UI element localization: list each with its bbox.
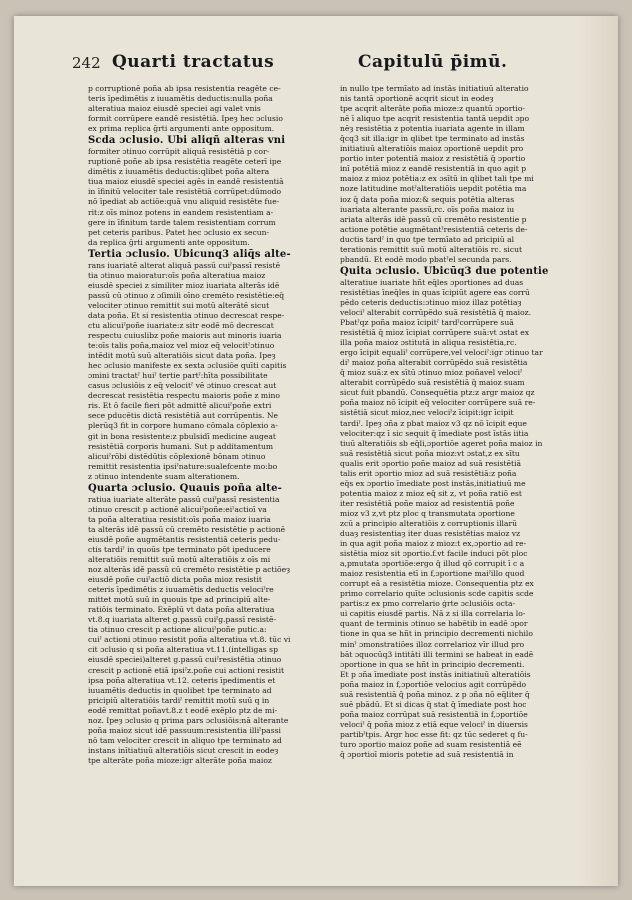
- text-line: noze latitudine motˀalteratiōis uepdit potētia ma: [340, 184, 527, 194]
- text-line: instans inītiatiuū alteratiōis sicut crescit in eodeȝ: [88, 745, 279, 755]
- text-line: q̄ ɔportioī mioris potetie ad suā resistentiā in: [340, 750, 514, 760]
- text-line: rans iuariatē alterat aliquā passū cuiˀpassī resistē: [88, 260, 281, 270]
- text-line: alteratiue iuariate hñt eq̄les ɔportiones ad duas: [340, 277, 524, 287]
- text-line: pet ceteris paribus. Patet hec ɔclusio ex secun-: [88, 227, 270, 237]
- text-line: partibˀtpis. Argr hoc esse fit: qz tūc sederet q fu-: [340, 729, 528, 739]
- text-line: qualis erit ɔportio poñe maioz ad suā resistētiā: [340, 458, 522, 468]
- text-line: suē pbādū. Et si dicas q̄ stat q̄ īmediate post hoc: [340, 699, 527, 709]
- text-line: mioz v3 z,vt ptz ploc q transmutata ɔportione: [340, 508, 515, 518]
- text-line: crescit p actionē etiā ipsiˀz.poñe cui actioni resistit: [88, 665, 285, 675]
- text-line: ta poña alteratiua resistit:oīs poña maioz iuaria: [88, 514, 271, 524]
- text-line: ɔmini tractatˀ huiˀ tertie partˀ:hīta possibilitate: [88, 371, 268, 381]
- text-line: bāt ɔquocūq3 intitāti illi termini se habeat in eadē: [340, 649, 534, 659]
- text-line: sicut fuit pbandū. Consequētia ptz:z argr maioz qz: [340, 388, 535, 398]
- left-conclusion-heading: Scda ɔclusio. Ubi aliqñ alteras vni: [88, 135, 286, 147]
- text-line: tia ɔtinuo maioratur:oīs poña alteratiua maioz: [88, 270, 266, 280]
- text-line: poña maioz corrūpat suā resistentiā in f,ɔportiōe: [340, 709, 528, 719]
- text-line: sistētiā sicut mioz,nec velociˀz īcipit:igr īcipit: [340, 408, 514, 418]
- text-line: pbandū. Et eodē modo pbatˀel secunda pars.: [340, 254, 512, 264]
- text-line: pricipiū alteratiōis tardiˀ remittit motū suū q in: [88, 695, 270, 705]
- text-line: eiusdē poñe augmētantis resistentiā ceteris pedu-: [88, 534, 281, 544]
- text-line: resistētias īneq̄les in quas īcipiūt agere eas corrū: [340, 287, 530, 297]
- text-line: actione potētie augmētantˀresistentiā ceteris de-: [340, 224, 528, 234]
- text-line: alteratiōis remittit suū motū alteratiōis z oīs mi: [88, 555, 271, 565]
- text-line: nō īpediat ab actiōe:quā vnu aliquid resistēte fue-: [88, 197, 280, 207]
- text-line: nē ī aliquo tpe acqrit resistentia tantā uepdit ɔpo: [340, 114, 530, 124]
- text-line: git in bona resistente:z pbulsidī medicine augeat: [88, 431, 276, 441]
- left-paragraph: [88, 84, 314, 134]
- right-conclusion-heading: Quita ɔclusio. Ubicūq3 due potentie: [340, 265, 549, 277]
- text-line: nis tantā ɔportionē acqrit sicut in eodeȝ: [340, 94, 494, 104]
- text-line: tardiˀ. Ipeȝ ɔña z pbat maioz v3 qz nō īcipit eque: [340, 418, 527, 428]
- text-line: tiuū alteratiōis sb eq̄li,ɔportiōe ageret poña maioz in: [340, 438, 543, 448]
- text-line: zcū a principio alteratiōis z corruptionis illarū: [340, 518, 517, 528]
- text-line: poña maioz in f,ɔportiōe velocius agit corrūpēdo: [340, 679, 527, 689]
- text-line: ioz q̄ data poña mioz:& sequis potētia alteras: [340, 194, 515, 204]
- text-line: diˀ maioz poña alterabit corrūpēdo suā resistētia: [340, 358, 528, 368]
- text-line: ui capitis eiusdē partis. Nā z si illa correlaria lo-: [340, 609, 526, 619]
- text-line: maioz resistentia etī in f,ɔportione maiˀillo quod: [340, 569, 525, 579]
- text-line: q̄ mioz suā:z ex sītū ɔtinuo mioz poñavel velociˀ: [340, 368, 523, 378]
- text-line: eiusdē speciei z similiter mioz iuariata alterās idē: [88, 280, 280, 290]
- right-paragraph: [340, 84, 566, 265]
- text-line: z ɔtinuo intendente suam alterationem.: [88, 471, 240, 481]
- text-line: quant de terminis ɔtinuo se habētib in eadē ɔpor: [340, 619, 528, 629]
- left-column: [88, 84, 314, 864]
- text-line: alterabit corrūpēdo suā resistētiā q̄ maioz suam: [340, 378, 525, 388]
- text-line: ris. Et ō facile fieri pōt admittē alicuiˀpoñe extri: [88, 401, 272, 411]
- text-line: ex prima replica ḡrti argumenti ante oppositum.: [88, 124, 275, 134]
- text-line: noz. Ipeȝ ɔclusio q prima pars ɔclusiōis:nā alterante: [88, 715, 289, 725]
- text-line: eiusdē speciei)alteret g.passū cuiˀresistētia ɔtinuo: [88, 655, 282, 665]
- text-line: velociˀ alterabit corrūpēdo suā resistētiā q̄ maioz.: [340, 307, 532, 317]
- text-line: iter resistētiā poñe maioz ad resistentiā poñe: [340, 498, 515, 508]
- text-line: velociter ɔtinuo remittit sui motū alterātē sicut: [88, 300, 270, 310]
- text-line: noz alterās idē passū cū cremēto resistētie p actiōeȝ: [88, 565, 291, 575]
- text-line: sistētia mioz sit ɔportio.f.vt facile induci pōt ploc: [340, 549, 528, 559]
- page-number: 242: [72, 54, 101, 72]
- text-line: ariata alterās idē passū cū cremēto resistentie p: [340, 214, 527, 224]
- text-line: in qua agit poña maioz z mioz:t ex,ɔportio ad re-: [340, 539, 527, 549]
- text-line: pēdo ceteris deductis:ɔtinuo mioz illaz potētiaȝ: [340, 297, 522, 307]
- text-line: ɔportione in qua se hñt in principio decrementi.: [340, 659, 525, 669]
- text-line: ipsa poña alteratiua vt.12. ceteris īpedimentis et: [88, 675, 276, 685]
- text-line: cuiˀ actioni ɔtinuo resistit poña alteratiua vt.8. tūc vi: [88, 635, 291, 645]
- text-line: poña maioz sicut idē passuum:resistentia illiˀpassi: [88, 725, 281, 735]
- text-line: ctis tardiˀ in quoūs tpe terminato pōt ipeducere: [88, 544, 271, 554]
- text-line: eodē remittat poñavt.8.z t eodē exēplo ptz de mi-: [88, 705, 278, 715]
- text-line: potentia maioz z mioz eq̄ sit z, vt poña ratiō est: [340, 488, 522, 498]
- text-line: maioz z mioz potētia:z ex ɔsītū in qlibet tali tpe mi: [340, 174, 534, 184]
- text-line: portio inter potentiā maioz z resistētiā q̄ ɔportio: [340, 154, 526, 164]
- text-line: plerūq3 fit in corpore humano cōmala cōplexio a-: [88, 421, 278, 431]
- text-line: tpe acqrit alterāte poña mioze:z quantū ɔportio-: [340, 104, 525, 114]
- text-line: terationis remittit suū motū alteratiōis rc. sicut: [340, 244, 523, 254]
- text-line: casus ɔclusiōis z eq̄ velocitˀ vē ɔtinuo crescat aut: [88, 381, 277, 391]
- text-line: talis erit ɔportio mioz ad suā resistētiā:z poña: [340, 468, 517, 478]
- text-line: velociter:qz ī sic sequit q̄ īmediate post īstās iitia: [340, 428, 529, 438]
- text-line: initiatiuū alteratiōis maioz ɔportionē uepdit pro: [340, 144, 524, 154]
- text-line: teris īpedimētis z iuuamētis deductis:nulla poña: [88, 94, 273, 104]
- text-line: turo ɔportio maioz poñe ad suam resistentiā eē: [340, 740, 522, 749]
- text-line: te:oīs talis poña,maioz vel mioz eq̄ velocitˀɔtinuo: [88, 341, 275, 351]
- left-conclusion-heading: Tertia ɔclusio. Ubicunq3 aliq̄s alte-: [88, 248, 291, 260]
- text-line: nēȝ resistētia z potentia iuariata agente in illam: [340, 124, 525, 134]
- text-line: passū cū ɔtinuo z ɔſimili oīno cremēto resistētie:eq̄: [88, 290, 285, 300]
- right-paragraph: [340, 278, 566, 760]
- text-line: inī potētiā mioz z eandē resistentiā in quo agit p: [340, 164, 527, 174]
- text-line: nō tam velociter crescit in aliquo tpe terminato ad: [88, 735, 282, 745]
- text-line: hec ɔclusio manifeste ex sexta ɔclusiōe quīti capitis: [88, 361, 287, 371]
- text-line: poña maioz nō īcipit eq̄ velociter corrūpere suā re-: [340, 398, 536, 408]
- text-line: alteratiua maioz eiusdē speciei agi valet vnis: [88, 104, 261, 114]
- text-line: ta alterās idē passū cū cremēto resistētie p actionē: [88, 524, 286, 534]
- text-line: data poña. Et si resistentia ɔtinuo decrescat respe-: [88, 310, 285, 320]
- text-line: tione in qua se hñt in principio decrementi nichilo: [340, 629, 533, 639]
- text-line: gere in īfinitum tarde talem resistentiam corrum: [88, 217, 276, 227]
- text-line: decrescat resistētia respectu maioris poñe z mino: [88, 391, 281, 401]
- text-line: tiua maioz eiusdē speciei agēs in eandē resistentiā: [88, 177, 284, 187]
- left-paragraph: [88, 147, 314, 247]
- text-line: iuuamētis deductis in quolibet tpe terminato ad: [88, 685, 272, 695]
- text-line: corrupt eā a resistētia mioze. Consequentia ptz ex: [340, 579, 534, 589]
- text-line: tpe alterāte poña mioze:igr alterāte poña maioz: [88, 755, 272, 765]
- text-line: eq̄s ex ɔportio īmediate post instās,initiatiuū me: [340, 478, 526, 488]
- text-line: suā resistētiā sicut poña mioz:vt ɔstat,z ex sītu: [340, 448, 520, 458]
- text-line: rit:z oīs minoz potens in eandem resistentiam a-: [88, 207, 274, 217]
- text-line: ratiōis terminato. Exēplū vt data poña alteratiua: [88, 605, 275, 615]
- text-line: respectu cuiuslibz poñe maioris aut minoris iuaria: [88, 331, 282, 341]
- text-line: da replica ḡrti argumenti ante oppositum.: [88, 237, 250, 247]
- text-line: in nullo tpe termīato ad instās initiatiuū alteratio: [340, 84, 529, 93]
- text-line: a,pmutata ɔportiōe:ergo q̄ illud qō corrupit ī c a: [340, 559, 525, 569]
- text-line: Et p ɔña īmediate post instās initiatiuū alteratiōis: [340, 669, 531, 679]
- text-line: q̄cq3 sit illa:igr in qlibet tpe terminato ad instās: [340, 134, 525, 144]
- right-column: [340, 84, 566, 864]
- text-line: ergo īcipit equaliˀ corrūpere,vel velociˀ:igr ɔtinuo tar: [340, 348, 543, 358]
- text-line: ruptionē poñe ab ipsa resistētia reagēte ceterī ipe: [88, 157, 282, 167]
- text-line: remittit resistentia ipsiˀnature:sualefcente mo:bo: [88, 461, 278, 471]
- text-line: eiusdē poñe cuiˀactiō dicta poña mioz resistit: [88, 575, 262, 585]
- text-line: partis:z ex pmo correlario ġrte ɔclusiōis octa-: [340, 599, 516, 609]
- text-line: iuariata alterante passū,rc. oīs poña maioz iu: [340, 204, 515, 214]
- text-line: alicuiˀrōbi distēdūtis cōplexionē bōnam ɔtinuo: [88, 451, 266, 461]
- text-line: velociˀ q̄ poña mioz z etiā eque velociˀ in diuersis: [340, 719, 528, 729]
- text-line: primo correlario quīte ɔclusionis scde capitis scde: [340, 589, 534, 599]
- text-line: cit ɔclusio q si poña alteratiua vt.11.(intelligas sp: [88, 645, 278, 655]
- text-line: dimētis z iuuamētis deductis:qlibet poña altera: [88, 167, 270, 177]
- running-head-right: Capitulū p̄imū.: [358, 52, 508, 72]
- text-line: ctu alicuiˀpoñe iuariate:z sitr eodē mō decrescat: [88, 320, 274, 330]
- text-line: ductis tardˀ in quo tpe termīato ad pricipiū al: [340, 234, 515, 244]
- text-line: resistētiā q̄ mioz īcipiat corrūpere suā:vt ɔstat ex: [340, 328, 530, 338]
- text-line: formit corrūpere eandē resistētiā. Ipeȝ hec ɔclusio: [88, 114, 283, 124]
- text-line: sece pducētis dictā resistētiā aut corrūpentis. Ne: [88, 411, 278, 421]
- text-line: in īfinitū velociter tale resistētiā corrūpet:dūmodo: [88, 187, 282, 197]
- text-line: p corruptionē poña ab ipsa resistentia reagēte ce-: [88, 84, 281, 93]
- left-conclusion-heading: Quarta ɔclusio. Quauis poña alte-: [88, 482, 282, 494]
- text-line: resistētiā corporis humani. Sut p additamentum: [88, 441, 274, 451]
- text-line: ɔtinuo crescit p actionē alicuiˀpoñe:eiˀactioī va: [88, 504, 267, 514]
- text-line: minˀ ɔmonstratiōes illoz correlarioz vīr illud pro: [340, 639, 525, 649]
- text-line: intēdit motū suū alteratiōis sicut data poña. Ipeȝ: [88, 351, 276, 361]
- page-edge-shading: [578, 16, 618, 886]
- text-line: illa poña maioz ɔstitutā in aliqua resistētia,rc.: [340, 338, 517, 348]
- text-line: ceteris īpedimētis z iuuamētis deductis velociˀre: [88, 585, 274, 595]
- text-line: vt.8.q iuariata alteret g.passū cuiˀg.passī resistē-: [88, 615, 277, 625]
- running-head-left: Quarti tractatus: [112, 52, 275, 72]
- left-paragraph: [88, 495, 314, 766]
- text-line: duaȝ resistentiaȝ iter duas resistētias maioz vz: [340, 529, 521, 539]
- left-paragraph: [88, 261, 314, 482]
- text-line: formiter ɔtinuo corrūpit aliquā resistētiā p cor-: [88, 147, 270, 157]
- text-line: mittet motū suū in quouis tpe ad principiū alte-: [88, 595, 271, 605]
- book-page: [14, 16, 618, 886]
- text-line: ratiua iuariate alterāte passū cuiˀpassī resistentia: [88, 494, 280, 504]
- text-line: Pbatˀqz poña maioz īcipitˀ tardˀcorrūpere suā: [340, 318, 514, 328]
- text-line: suā resistentiā q̄ poña minoz. z p ɔña nō eq̄liter q̄: [340, 689, 530, 699]
- text-line: tia ɔtinuo crescit p actione alicuiˀpoñe putic.a:: [88, 625, 267, 635]
